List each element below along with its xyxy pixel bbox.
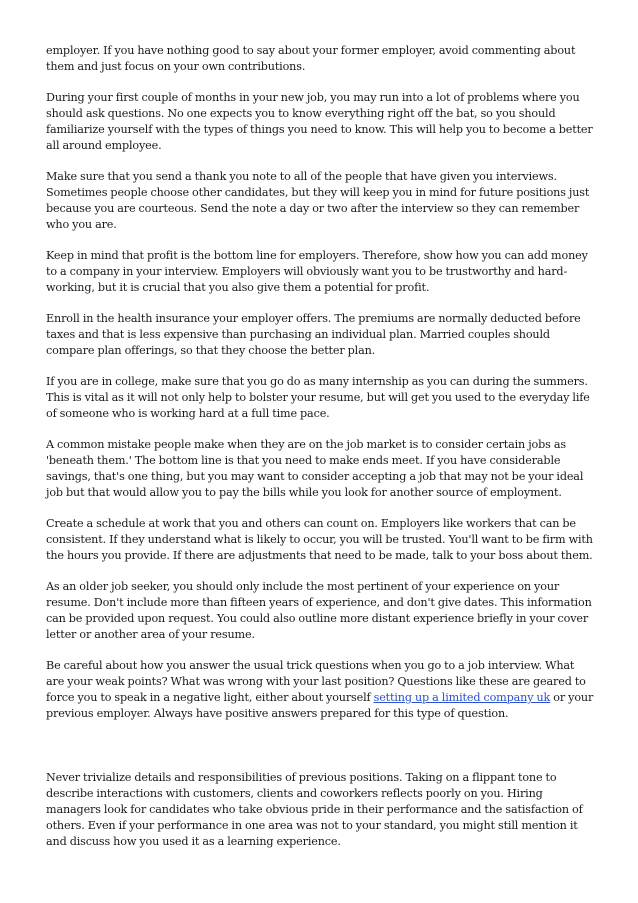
paragraph-older-job-seeker: As an older job seeker, you should only include the most pertinent of your experience on your resume. Don't include more than fifteen years of experience, and don't give dates. This information can be provided upon request. You could also outline more distant experience briefly in your cover letter or another area of your resume. bbox=[46, 580, 592, 641]
paragraph-health-insurance: Enroll in the health insurance your employer offers. The premiums are normally deducted before taxes and that is less expensive than purchasing an individual plan. Married couples should compare plan offerings, so that they choose the better plan. bbox=[46, 312, 581, 357]
trick-questions-text-before: Be careful about how you answer the usual trick questions when you go to a job interview. What are your weak points? What was wrong with your last position? Questions like these are geared to force you to speak in a negative light, either about yourself bbox=[46, 659, 586, 704]
paragraph-previous-positions: Never trivialize details and responsibilities of previous positions. Taking on a flippant tone to describe interactions with customers, clients and coworkers reflects poorly on you. Hiring managers look for candidates who take obvious pride in their performance and the satisfaction of others. Even if your performance in one area was not to your standard, you might still mention it and discuss how you used it as a learning experience. bbox=[46, 771, 583, 848]
paragraph-thank-you-note: Make sure that you send a thank you note to all of the people that have given you interviews. Sometimes people choose other candidates, but they will keep you in mind for future positions just because you are courteous. Send the note a day or two after the interview so they can remember who you are. bbox=[46, 170, 590, 231]
paragraph-trick-questions bbox=[46, 658, 595, 722]
paragraph-internships: If you are in college, make sure that you go do as many internship as you can during the summers. This is vital as it will not only help to bolster your resume, but will get you used to the everyday life of someone who is working hard at a full time pace. bbox=[46, 375, 590, 420]
document-body bbox=[46, 43, 595, 865]
paragraph-common-mistake: A common mistake people make when they are on the job market is to consider certain jobs as 'beneath them.' The bottom line is that you need to make ends meet. If you have considerable savings, that's one thing, but you may want to consider accepting a job that may not be your ideal job but that would allow you to pay the bills while you look for another source of employment. bbox=[46, 438, 584, 499]
trick-questions-text-after: or your previous employer. Always have positive answers prepared for this type of question. bbox=[46, 691, 594, 720]
limited-company-link[interactable]: setting up a limited company uk bbox=[373, 691, 551, 704]
paragraph-schedule: Create a schedule at work that you and others can count on. Employers like workers that can be consistent. If they understand what is likely to occur, you will be trusted. You'll want to be firm with the hours you provide. If there are adjustments that need to be made, talk to your boss about them. bbox=[46, 517, 593, 562]
paragraph-first-months: During your first couple of months in your new job, you may run into a lot of problems where you should ask questions. No one expects you to know everything right off the bat, so you should familiarize yourself with the types of things you need to know. This will help you to become a better all around employee. bbox=[46, 91, 593, 152]
paragraph-profit: Keep in mind that profit is the bottom line for employers. Therefore, show how you can add money to a company in your interview. Employers will obviously want you to be trustworthy and hard-working, but it is crucial that you also give them a potential for profit. bbox=[46, 249, 588, 294]
paragraph-employer-comments: employer. If you have nothing good to say about your former employer, avoid commenting about them and just focus on your own contributions. bbox=[46, 44, 576, 73]
